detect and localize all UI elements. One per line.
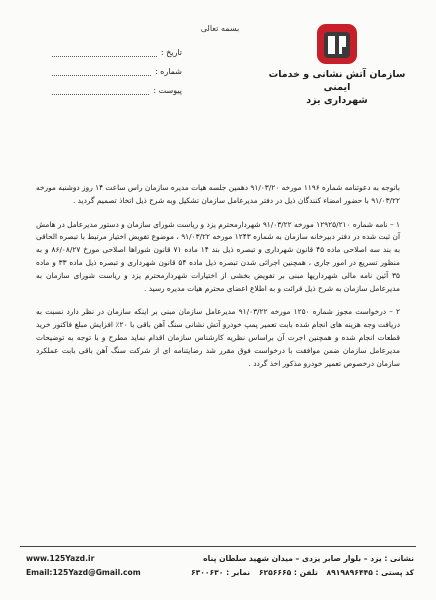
footer-contact-address — [174, 552, 414, 580]
number-line — [52, 66, 151, 76]
fire-department-logo-icon — [315, 22, 359, 66]
footer-contact-web — [26, 552, 141, 580]
letter-body — [36, 182, 400, 381]
attachment-label: پیوست : — [153, 86, 182, 95]
fax-number: نمابر : ۶۳۰۰۶۳۰ — [191, 568, 251, 577]
contact-numbers — [174, 566, 414, 580]
phone-number: تلفن : ۶۲۵۶۶۶۵ — [258, 568, 318, 577]
letter-footer — [0, 546, 436, 586]
date-label: تاریخ : — [160, 48, 182, 57]
website-link[interactable]: www.125Yazd.ir — [26, 554, 95, 563]
date-field — [52, 38, 182, 57]
email-link[interactable]: Email:125Yazd@Gmail.com — [26, 568, 141, 577]
organization-name-line2: شهرداری یزد — [306, 95, 368, 106]
letter-meta-block — [52, 38, 182, 95]
footer-divider — [20, 546, 416, 547]
organization-name — [262, 68, 412, 107]
item-2-paragraph: ۲ – درخواست مجوز شماره ۱۲۵۰ مورخه ۹۱/۰۳/۲۲ مدیرعامل سازمان مبنی بر اینکه سازمان در نظر دارد نسبت به دریافت وجه هزینه های انجام شده بابت تعمیر پمپ خودرو آتش نشانی سنگ آهن باقی با ۲۰٪ افزایش مبلغ فاکتور خرید قطعات انجام شده و همچنین اجرت آن براساس نظریه کارشناس سازمان اقدام نماید مطرح و با توجه به توضیحات مدیرعامل سازمان ضمن موافقت با درخواست فوق مقرر شد رضایتنامه ای از شرکت سنگ آهن باقی بابت عملکرد سازمان درخصوص تعمیر خودرو مذکور اخذ گردد . — [36, 307, 401, 368]
organization-name-line1: سازمان آتش نشانی و خدمات ایمنی — [268, 69, 406, 93]
bismillah-heading: بسمه تعالی — [200, 24, 240, 33]
number-field — [52, 57, 182, 76]
item-1-paragraph: ۱ – نامه شماره ۱۲۹۲۵/۲۱۰ مورخه ۹۱/۰۳/۲۲ شهردارمحترم یزد و ریاست شورای سازمان و دستور مدیرعامل در هامش آن ثبت شده در دفتر دبیرخانه سازمان به شماره ۱۲۴۳ مورخه ۹۱/۰۳/۲۲ ، موضوع تفویض اختیار مرتبط با تبصره الحاقی به بند سه اصلاحی ماده ۴۵ قانون شهرداری و تبصره ذیل بند ۱۴ ماده ۷۱ قانون شوراها اصلاحی مورخ ۸۶/۰۸/۲۷ و به منظور تسریع در امور جاری ، همچنین اجرائی شدن تبصره ذیل ماده ۵۴ قانون شهرداری و تبصره ذیل ماده ۳۳ و ماده ۳۵ آئین نامه مالی شهرداریها مبنی بر تفویض بخشی از اختیارات شهردارمحترم یزد و ریاست شورای سازمان به مدیرعامل سازمان به شرح ذیل قرائت و به اطلاع اعضای محترم هیات مدیره رسید . — [36, 219, 401, 293]
intro-paragraph: باتوجه به دعوتنامه شماره ۱۱۹۶ مورخه ۹۱/۰۳/۲۰ دهمین جلسه هیات مدیره سازمان راس ساعت ۱۴ روز دوشنبه مورخه ۹۱/۰۳/۲۲ با حضور امضاء کنندگان ذیل در دفتر مدیرعامل سازمان تشکیل وبه شرح ذیل اتخاذ تصمیم گردید . — [36, 183, 400, 205]
date-line — [52, 47, 157, 57]
number-label: شماره : — [154, 67, 182, 76]
postal-code: کد پستی : ۸۹۱۹۸۹۶۴۴۵ — [326, 568, 414, 577]
address-text: نشانی : یزد – بلوار صابر یزدی – میدان شهید سلطان پناه — [203, 554, 414, 563]
attachment-line — [52, 85, 149, 95]
attachment-field — [52, 76, 182, 95]
